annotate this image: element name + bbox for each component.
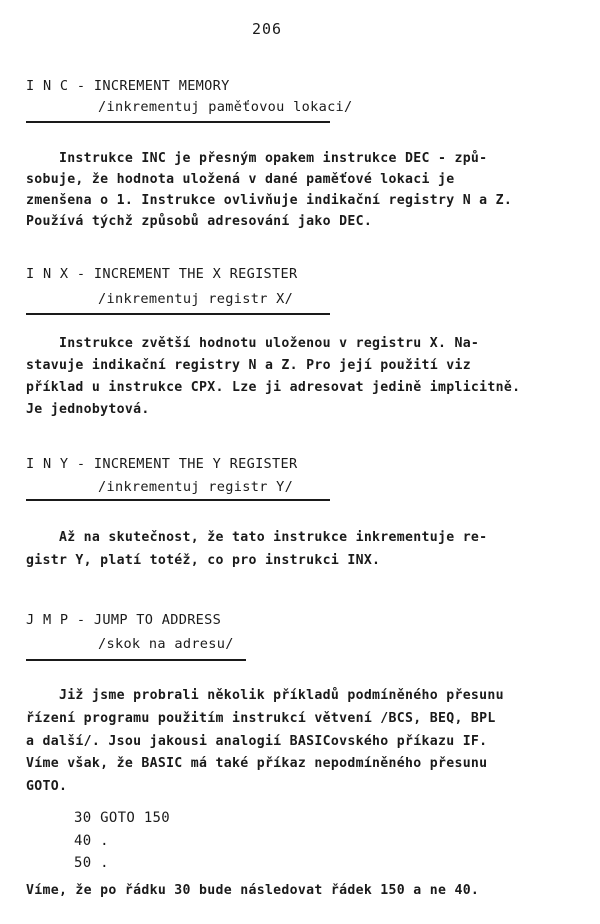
- section-iny-body-line: Až na skutečnost, že tato instrukce inkrementuje re-: [26, 530, 488, 545]
- section-inc-rule: [26, 121, 330, 123]
- section-inc-body-line: Používá týchž způsobů adresování jako DEC.: [26, 214, 373, 229]
- section-iny-rule: [26, 499, 330, 501]
- section-inc-heading: I N C - INCREMENT MEMORY: [26, 78, 230, 94]
- section-inx-body-line: Instrukce zvětší hodnotu uloženou v registru X. Na-: [26, 336, 480, 351]
- section-jmp-rule: [26, 659, 246, 661]
- section-inc-body-line: Instrukce INC je přesným opakem instrukce DEC - způ-: [26, 151, 488, 166]
- code-line: 50 .: [74, 855, 109, 871]
- section-iny-subheading: /inkrementuj registr Y/: [98, 479, 294, 495]
- page-number: 206: [252, 20, 283, 38]
- section-inx-body-line: stavuje indikační registry N a Z. Pro její použití viz: [26, 358, 471, 373]
- section-jmp-body-line: Víme však, že BASIC má také příkaz nepodmíněného přesunu: [26, 756, 488, 771]
- section-inx-body-line: příklad u instrukce CPX. Lze ji adresovat jedině implicitně.: [26, 380, 521, 395]
- section-inx-body-line: Je jednobytová.: [26, 402, 150, 417]
- section-inx-rule: [26, 313, 330, 315]
- section-jmp-heading: J M P - JUMP TO ADDRESS: [26, 612, 222, 628]
- section-jmp-body-line: řízení programu použitím instrukcí větvení /BCS, BEQ, BPL: [26, 711, 496, 726]
- section-jmp-body-line: a další/. Jsou jakousi analogií BASICovského příkazu IF.: [26, 734, 488, 749]
- section-inx-heading: I N X - INCREMENT THE X REGISTER: [26, 266, 298, 282]
- section-inc-body-line: sobuje, že hodnota uložená v dané paměťové lokaci je: [26, 172, 455, 187]
- section-iny-heading: I N Y - INCREMENT THE Y REGISTER: [26, 456, 298, 472]
- section-iny-body-line: gistr Y, platí totéž, co pro instrukci INX.: [26, 553, 381, 568]
- code-line: 30 GOTO 150: [74, 810, 171, 826]
- section-inx-subheading: /inkrementuj registr X/: [98, 291, 294, 307]
- closing-line: Víme, že po řádku 30 bude následovat řádek 150 a ne 40.: [26, 883, 480, 898]
- section-inc-subheading: /inkrementuj paměťovou lokaci/: [98, 99, 353, 115]
- section-jmp-body-line: Již jsme probrali několik příkladů podmíněného přesunu: [26, 688, 504, 703]
- section-jmp-body-line: GOTO.: [26, 779, 68, 794]
- section-jmp-subheading: /skok na adresu/: [98, 636, 234, 652]
- section-inc-body-line: zmenšena o 1. Instrukce ovlivňuje indikační registry N a Z.: [26, 193, 513, 208]
- code-line: 40 .: [74, 833, 109, 849]
